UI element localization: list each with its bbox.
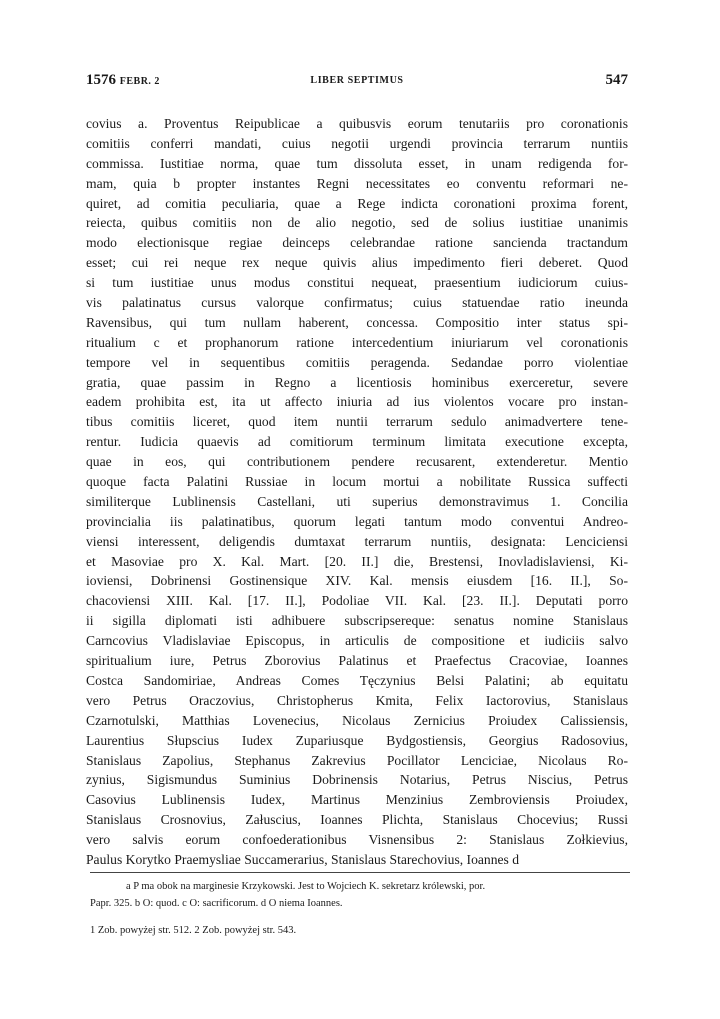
text-line: quae in eos, qui contributionem pendere recusarent, extenderetur. Mentio [86, 454, 628, 470]
text-line: ioviensi, Dobrinensi Gostinensique XIV. Kal. mensis eiusdem [16. II.], So- [86, 573, 628, 589]
text-line: et Masoviae pro X. Kal. Mart. [20. II.] die, Brestensi, Inovladislaviensi, Ki- [86, 553, 628, 569]
text-line: rentur. Iudicia quaevis ad comitiorum terminum limitata executione excepta, [86, 434, 628, 450]
text-line: mam, quia b propter instantes Regni necessitates eo conventu reformari ne- [86, 175, 628, 191]
text-line: vero salvis eorum confoederationibus Visnensibus 2: Stanislaus Zołkievius, [86, 832, 628, 848]
text-line: vis palatinatus cursus valorque confirmatus; cuius statuendae ratio ineunda [86, 295, 628, 311]
text-line: commissa. Iustitiae norma, quae tum dissoluta esset, in unam redigenda for- [86, 155, 628, 171]
text-line: Czarnotulski, Matthias Lovenecius, Nicolaus Zernicius Proiudex Calissiensis, [86, 712, 628, 728]
text-line: modo electionisque regiae deinceps celebrandae ratione sancienda tractandum [86, 235, 628, 251]
header-month-day: FEBR. 2 [119, 76, 160, 87]
text-line: Laurentius Słupscius Iudex Zupariusque Bydgostiensis, Georgius Radosovius, [86, 732, 628, 748]
text-line: gratia, quae passim in Regno a licentiosis hominibus exerceretur, severe [86, 374, 628, 390]
text-line: Ravensibus, qui tum nullam haberent, concessa. Compositio inter status spi- [86, 314, 628, 330]
text-line: viensi interessent, deligendis dumtaxat terrarum nuntiis, designata: Lenciciensi [86, 533, 628, 549]
text-line: quoque facta Palatini Russiae in locum mortui a nobilitate Russica suffecti [86, 474, 628, 490]
text-line: eadem prohibita est, ita ut affecto iniuria ad ius violentos vocare pro instan- [86, 394, 628, 410]
main-text [86, 114, 628, 870]
text-line: Carncovius Vladislaviae Episcopus, in articulis de compositione et iudiciis salvo [86, 633, 628, 649]
text-line: reiecta, quibus comitiis non de alio negotio, sed de solius iustitiae unanimis [86, 215, 628, 231]
footnote-line: a P ma obok na marginesie Krzykowski. Jest to Wojciech K. sekretarz królewski, por. [126, 881, 486, 892]
text-line: provincialia iis palatinatibus, quorum legati tantum modo conventui Andreo- [86, 513, 628, 529]
text-line: comitiis conferri mandati, cuius negotii urgendi provincia terrarum nuntiis [86, 135, 628, 151]
text-line: zynius, Sigismundus Suminius Dobrinensis Notarius, Petrus Niscius, Petrus [86, 772, 628, 788]
text-line: similiterque Lublinensis Castellani, uti superius demonstravimus 1. Concilia [86, 493, 628, 509]
footnote-line: 1 Zob. powyżej str. 512. 2 Zob. powyżej str. 543. [90, 925, 297, 936]
text-line: tibus comitiis liceret, quod item nuntii terrarum sedulo animadvertere tene- [86, 414, 628, 430]
text-line: Paulus Korytko Praemysliae Succamerarius, Stanislaus Starechovius, Ioannes d [86, 851, 520, 867]
header-title: LIBER SEPTIMUS [310, 75, 404, 86]
header-year: 1576 [86, 72, 116, 88]
text-line: ritualium c et prophanorum ratione intercedentium iniuriarum vel coronationis [86, 334, 628, 350]
text-line: Casovius Lublinensis Iudex, Martinus Menzinius Zembroviensis Proiudex, [86, 792, 628, 808]
text-line: quiret, ad comitia peculiaria, quae a Rege indicta coronationi proxima forent, [86, 195, 628, 211]
text-line: Costca Sandomiriae, Andreas Comes Tęczynius Belsi Palatini; ab equitatu [86, 672, 628, 688]
page-number: 547 [605, 72, 628, 88]
footnotes [90, 878, 630, 939]
text-line: covius a. Proventus Reipublicae a quibusvis eorum tenutariis pro coronationis [86, 116, 628, 131]
text-line: ii sigilla diplomati isti adhibuere subscripsereque: senatus nomine Stanislaus [86, 613, 628, 629]
text-line: esset; cui rei neque rex neque quivis alius impedimento fieri deberet. Quod [86, 255, 628, 271]
footnote-separator [90, 872, 630, 873]
text-line: vero Petrus Oraczovius, Christopherus Kmita, Felix Iactorovius, Stanislaus [86, 692, 628, 708]
text-line: tempore vel in sequentibus comitiis peragenda. Sedandae porro violentiae [86, 354, 628, 370]
text-line: spiritualium iure, Petrus Zborovius Palatinus et Praefectus Cracoviae, Ioannes [86, 653, 628, 669]
text-line: Stanislaus Crosnovius, Załuscius, Ioannes Plichta, Stanislaus Chocevius; Russi [86, 812, 628, 828]
running-header [86, 72, 628, 94]
text-line: Stanislaus Zapolius, Stephanus Zakrevius Pocillator Lenciciae, Nicolaus Ro- [86, 752, 628, 768]
footnote-line: Papr. 325. b O: quod. c O: sacrificorum. d O niema Ioannes. [90, 898, 343, 909]
text-line: chacoviensi XIII. Kal. [17. II.], Podoliae VII. Kal. [23. II.]. Deputati porro [86, 593, 628, 609]
text-line: si tum iustitiae unus modus constitui nequeat, praesentium iudiciorum cuius- [86, 275, 628, 291]
